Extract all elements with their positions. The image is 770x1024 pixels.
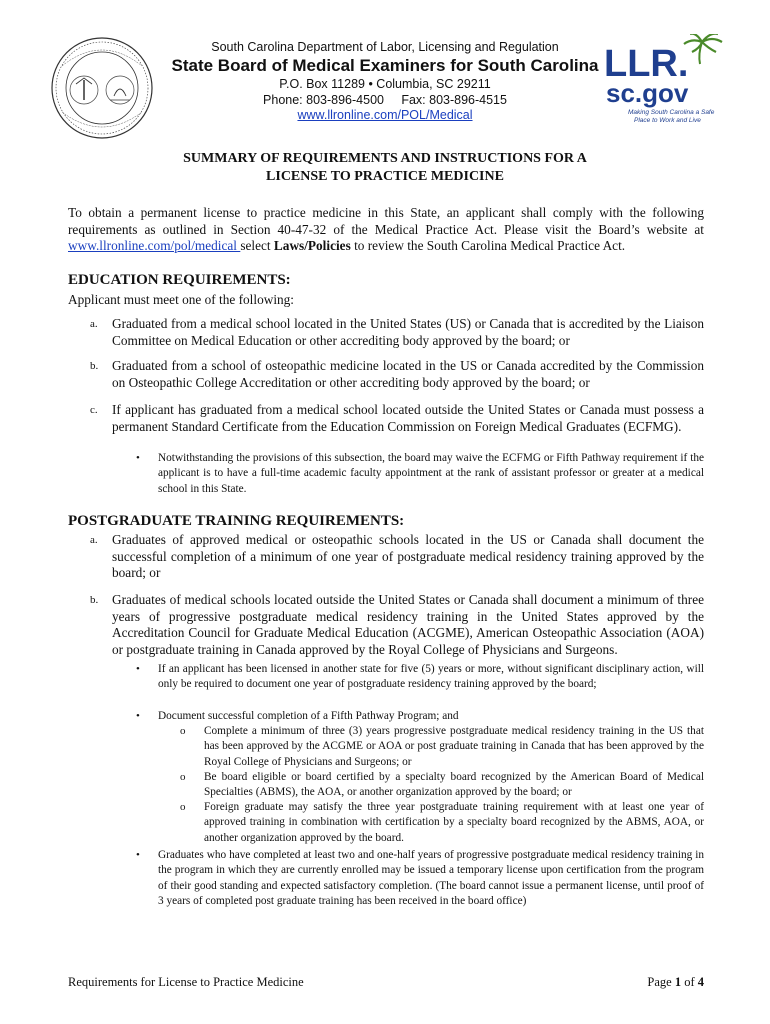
- board-address: P.O. Box 11289 • Columbia, SC 29211: [279, 77, 491, 91]
- bullet-text: Notwithstanding the provisions of this subsection, the board may waive the ECFMG or Fifth Pathway requirement if the applicant is to have a full-time academic faculty appointment at the rank of assistant professor or greater at a medical school in this State.: [158, 452, 704, 495]
- bullet-text: If an applicant has been licensed in another state for five (5) years or more, without significant disciplinary action, will only be required to document one year of postgraduate residency training approved by the board;: [158, 663, 704, 691]
- postgrad-sub-3: o Foreign graduate may satisfy the three year postgraduate training requirement with at least one year of approved training in combination with certification by a specialty board recognized by the ABMS, AOA, or another organization approved by the board.: [180, 801, 704, 844]
- document-title-line-2: LICENSE TO PRACTICE MEDICINE: [266, 169, 504, 184]
- postgrad-sub-2: o Be board eligible or board certified by a specialty board recognized by the American Board of Medical Specialties (ABMS), the AOA, or another organization approved by the board; or: [180, 771, 704, 799]
- logo-tagline-2: Place to Work and Live: [634, 117, 701, 124]
- sub-text: Be board eligible or board certified by a specialty board recognized by the American Board of Medical Specialties (ABMS), the AOA, or another organization approved by the board; or: [204, 771, 704, 799]
- item-text: If applicant has graduated from a medical school located outside the United States or Canada must possess a permanent Standard Certificate from the Education Commission on Foreign Medical Graduates (ECFMG).: [112, 402, 704, 434]
- intro-text-3: to review the South Carolina Medical Practice Act.: [350, 238, 626, 253]
- department-name: South Carolina Department of Labor, Licensing and Regulation: [211, 40, 559, 54]
- item-label: b.: [90, 594, 99, 606]
- llr-logo-text: LLR.: [604, 43, 689, 85]
- state-seal-icon: [50, 36, 154, 140]
- intro-paragraph: [68, 205, 704, 255]
- item-text: Graduates of medical schools located outside the United States or Canada shall document a minimum of three years of progressive postgraduate medical residency training in the United States approved by the Accreditation Council for Graduate Medical Education (ACGME), American Osteopathic Association (AOA) or postgraduate training in Canada approved by the Royal College of Physicians and Surgeons.: [112, 592, 704, 657]
- bullet-text: Graduates who have completed at least two and one-half years of progressive postgraduate medical residency training in the program in which they are currently enrolled may be issued a temporary license upon certification from the program of their good standing and expected satisfactory completion. (The board cannot issue a permanent license, until proof of 3 years of completed post graduate training has been received in the board office): [158, 849, 704, 907]
- intro-text-2: select: [240, 238, 274, 253]
- bullet-text: Document successful completion of a Fifth Pathway Program; and: [158, 710, 459, 722]
- board-website-link[interactable]: www.llronline.com/POL/Medical: [297, 108, 473, 122]
- laws-link[interactable]: www.llronline.com/pol/medical: [68, 238, 241, 253]
- sub-text: Complete a minimum of three (3) years progressive postgraduate medical residency training in the US that has been approved by the ACGME or AOA or post graduate training in Canada that has been approved by the Royal College of Physicians and Surgeons; or: [204, 725, 704, 768]
- item-text: Graduates of approved medical or osteopathic schools located in the US or Canada shall document the successful completion of a minimum of one year of postgraduate medical residency training approved by the board; or: [112, 532, 704, 580]
- intro-bold: Laws/Policies: [273, 238, 351, 253]
- board-phone-fax: Phone: 803-896-4500 Fax: 803-896-4515: [263, 93, 507, 107]
- education-heading: EDUCATION REQUIREMENTS:: [68, 272, 291, 288]
- postgrad-bullet-2: • Document successful completion of a Fifth Pathway Program; and: [136, 710, 459, 722]
- document-title-line-1: SUMMARY OF REQUIREMENTS AND INSTRUCTIONS FOR A: [183, 151, 587, 166]
- postgrad-heading: POSTGRADUATE TRAINING REQUIREMENTS:: [68, 513, 405, 529]
- page-prefix: Page: [647, 975, 675, 989]
- page-total: 4: [697, 975, 704, 989]
- item-text: Graduated from a medical school located in the United States (US) or Canada that is accredited by the Liaison Committee on Medical Education or other accrediting body approved by the board; or: [112, 316, 704, 348]
- page-current: 1: [674, 975, 682, 989]
- education-bullet: • Notwithstanding the provisions of this subsection, the board may waive the ECFMG or Fifth Pathway requirement if the applicant is to have a full-time academic faculty appointment at the rank of assistant professor or greater at a medical school in this State.: [136, 452, 704, 495]
- footer-document-name: Requirements for License to Practice Medicine: [68, 975, 304, 989]
- postgrad-sub-1: o Complete a minimum of three (3) years progressive postgraduate medical residency training in the US that has been approved by the ACGME or AOA or post graduate training in Canada that has been approved by the Royal College of Physicians and Surgeons; or: [180, 725, 704, 768]
- page-number: [600, 975, 704, 990]
- logo-tagline-1: Making South Carolina a Safe: [628, 109, 715, 116]
- llr-scgov-logo: [600, 34, 730, 126]
- item-text: Graduated from a school of osteopathic medicine located in the US or Canada accredited by the Commission on Osteopathic College Accreditation or other accrediting body approved by the board; or: [112, 358, 704, 390]
- item-label: b.: [90, 360, 99, 372]
- postgrad-bullet-3: • Graduates who have completed at least two and one-half years of progressive postgraduate medical residency training in the program in which they are currently enrolled may be issued a temporary license upon certification from the program of their good standing and expected satisfactory completion. (The board cannot issue a permanent license, until proof of 3 years of completed post graduate training has been received in the board office): [136, 849, 704, 907]
- scgov-logo-text: sc.gov: [606, 78, 689, 108]
- item-label: a.: [90, 318, 98, 330]
- board-name: State Board of Medical Examiners for South Carolina: [171, 56, 599, 75]
- item-label: a.: [90, 534, 98, 546]
- education-lead: Applicant must meet one of the following:: [68, 292, 295, 307]
- postgrad-bullet-1: • If an applicant has been licensed in another state for five (5) years or more, without significant disciplinary action, will only be required to document one year of postgraduate residency training approved by the board;: [136, 663, 704, 691]
- page-of: of: [681, 975, 698, 989]
- sub-text: Foreign graduate may satisfy the three year postgraduate training requirement with at least one year of approved training in combination with certification by a specialty board recognized by the ABMS, AOA, or another organization approved by the board.: [204, 801, 704, 844]
- item-label: c.: [90, 404, 98, 416]
- intro-text-1: To obtain a permanent license to practice medicine in this State, an applicant shall comply with the following requirements as outlined in Section 40-47-32 of the Medical Practice Act. Please visit the Board’s website at: [68, 205, 704, 237]
